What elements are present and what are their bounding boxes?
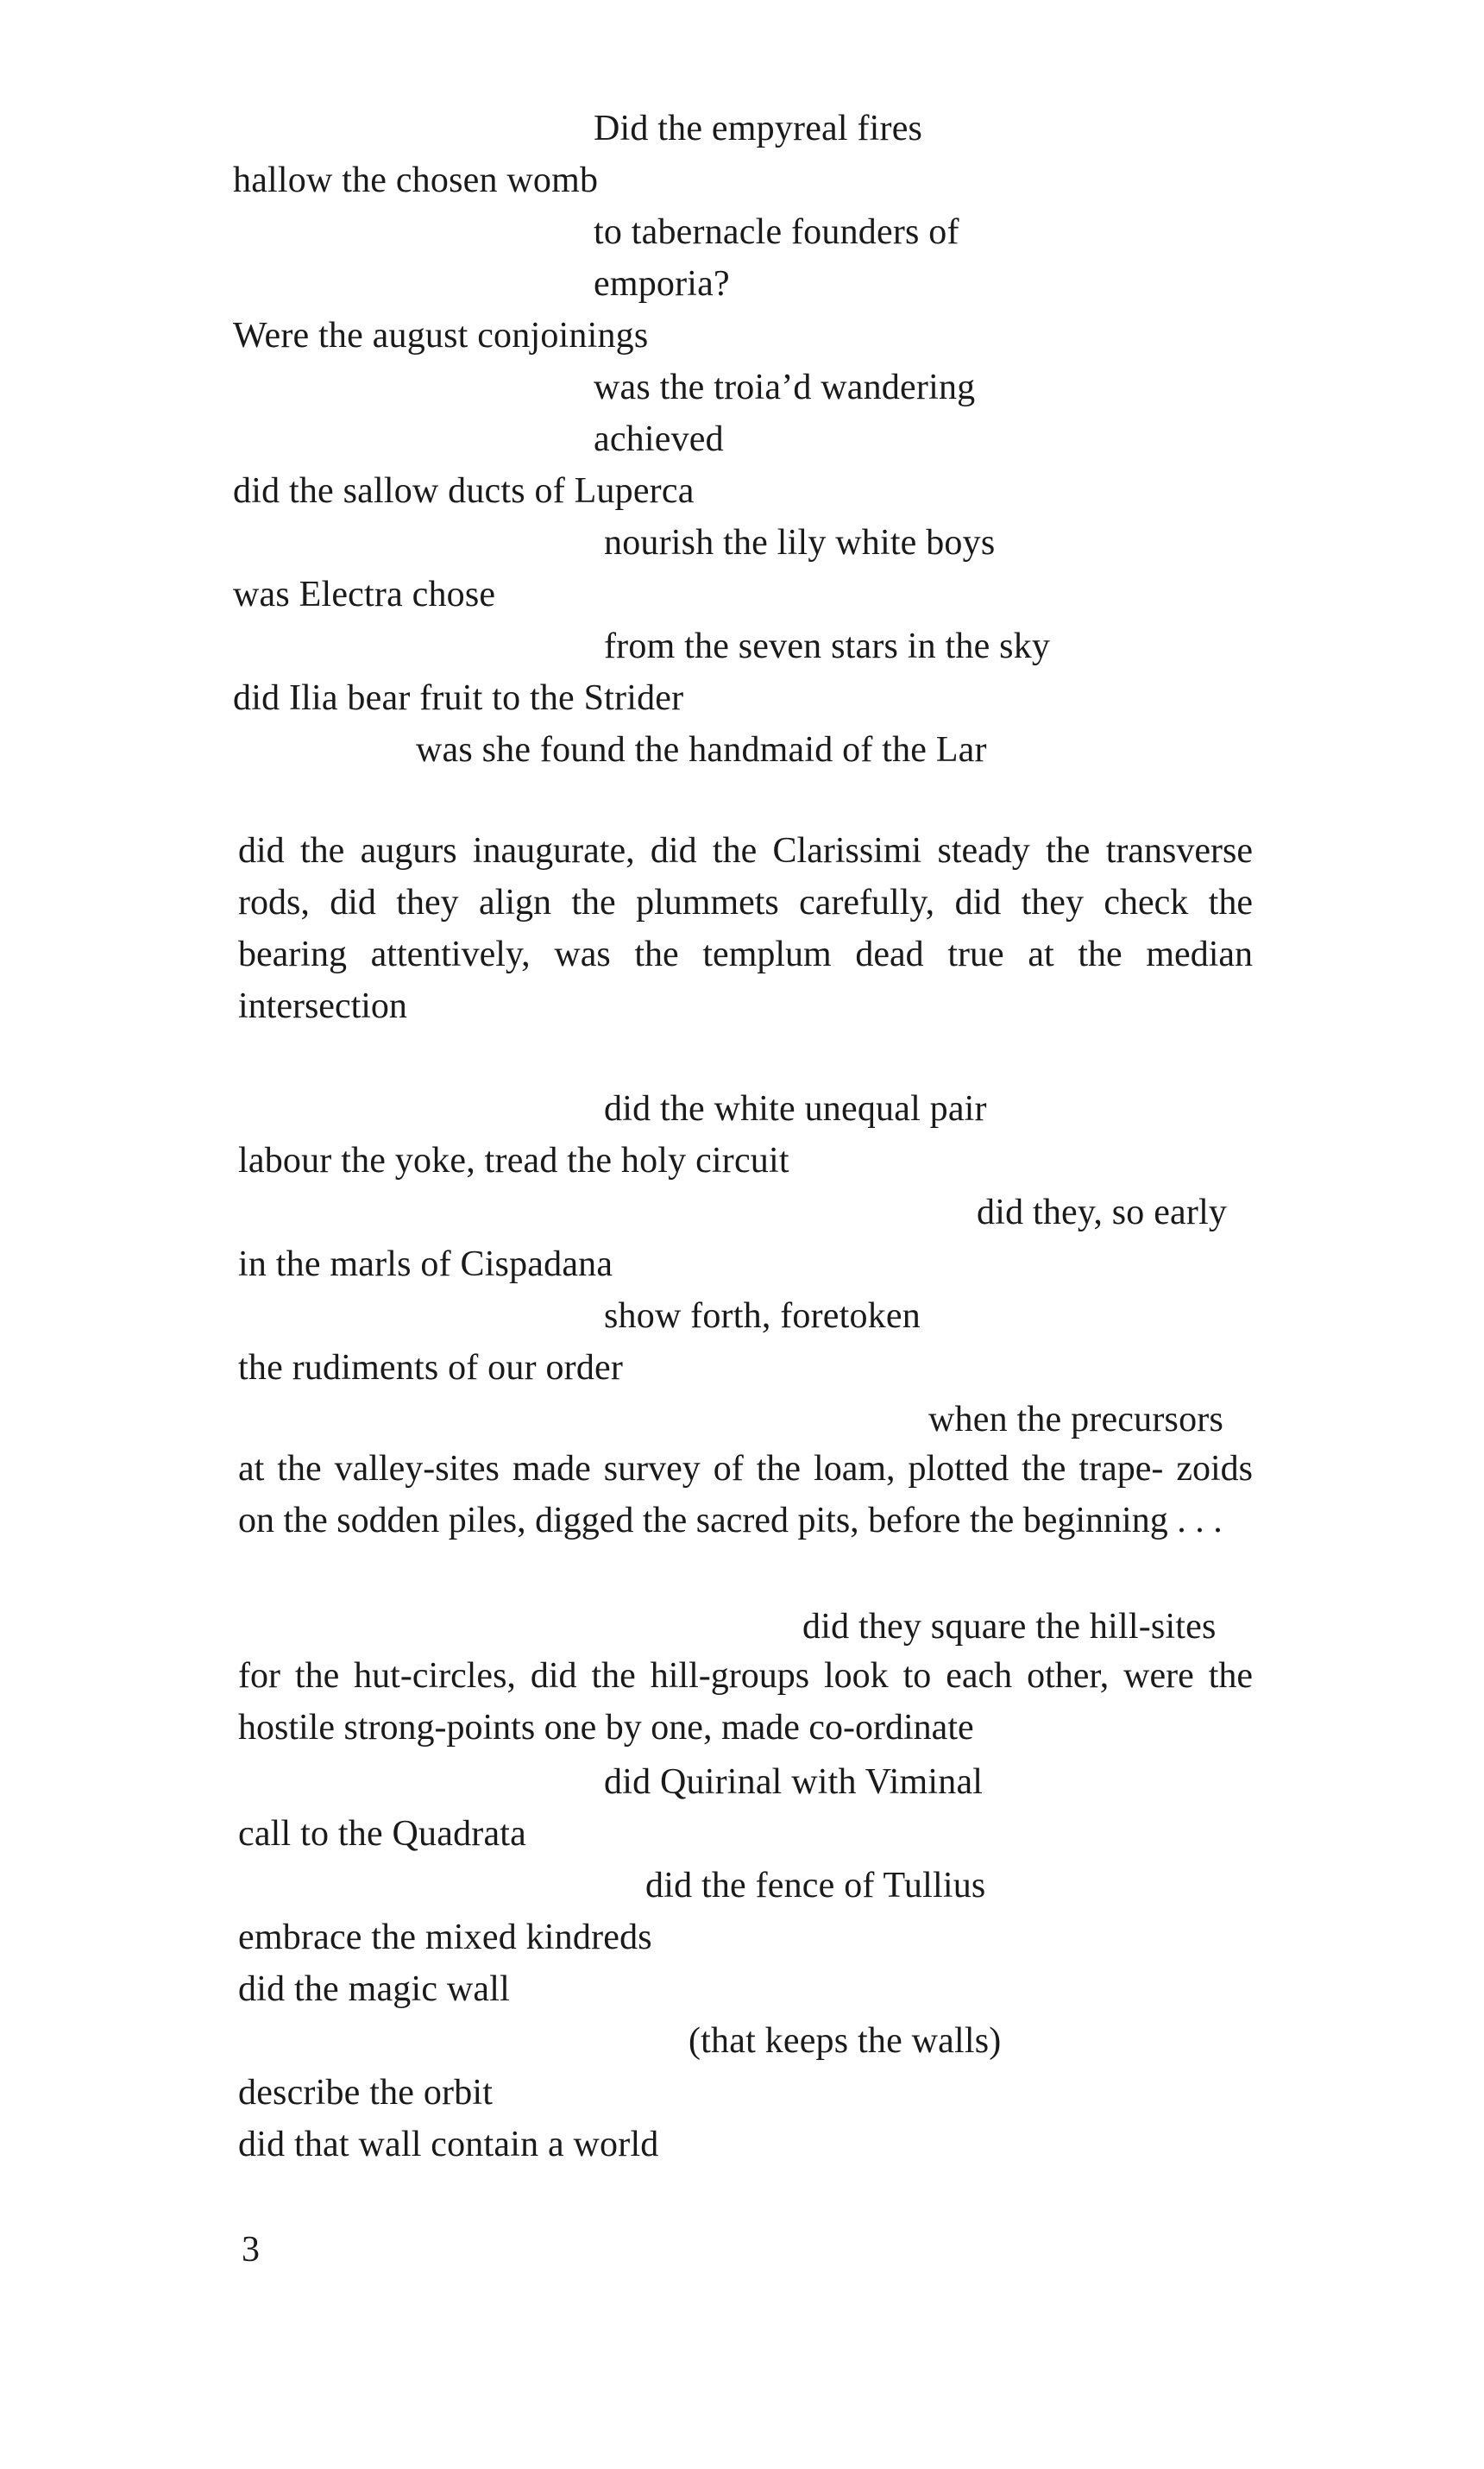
prose-paragraph: did the augurs inaugurate, did the Clarissimi steady the transverse rods, did they align the plummets carefully, did they check the bearing attentively, was the templum dead true at the median intersection [238,831,1253,1026]
poem-line: did that wall contain a world [238,2125,659,2164]
poem-line: from the seven stars in the sky [604,627,1051,666]
poem-line: call to the Quadrata [238,1814,527,1854]
poem-line: (that keeps the walls) [689,2021,1002,2061]
poem-line: was she found the handmaid of the Lar [416,730,987,770]
poem-line: when the precursors [928,1400,1224,1439]
poem-line: show forth, foretoken [604,1296,921,1336]
poem-line: to tabernacle founders of [594,212,959,252]
poem-line: was the troia’d wandering [594,368,976,407]
poem-line: nourish the lily white boys [604,523,996,563]
poem-line: did the magic wall [238,1969,511,2009]
poem-line: Were the august conjoinings [233,316,649,356]
poem-line: Did the empyreal fires [594,109,923,148]
poem-line: did the white unequal pair [604,1089,987,1129]
poem-line: emporia? [594,264,730,304]
poem-line: did they square the hill-sites [802,1607,1217,1647]
poem-line: was Electra chose [233,575,496,614]
poem-line: embrace the mixed kindreds [238,1918,652,1957]
poem-line: hallow the chosen womb [233,161,599,200]
prose-paragraph: at the valley-sites made survey of the loam, plotted the trape- zoids on the sodden piles, digged the sacred pits, before the beginning . . . [238,1449,1253,1540]
poem-line: did they, so early [977,1193,1228,1232]
poem-line: the rudiments of our order [238,1348,624,1388]
poem-line: did the sallow ducts of Luperca [233,471,695,511]
poem-line: did Ilia bear fruit to the Strider [233,678,684,718]
poem-line: did the fence of Tullius [645,1866,986,1905]
page-number: 3 [242,2230,260,2270]
poem-line: achieved [594,419,724,459]
poem-line: in the marls of Cispadana [238,1244,613,1284]
poem-line: did Quirinal with Viminal [604,1762,984,1802]
prose-paragraph: for the hut-circles, did the hill-groups look to each other, were the hostile strong-points one by one, made co-ordinate [238,1656,1253,1748]
poem-line: describe the orbit [238,2073,494,2113]
poem-line: labour the yoke, tread the holy circuit [238,1141,789,1181]
